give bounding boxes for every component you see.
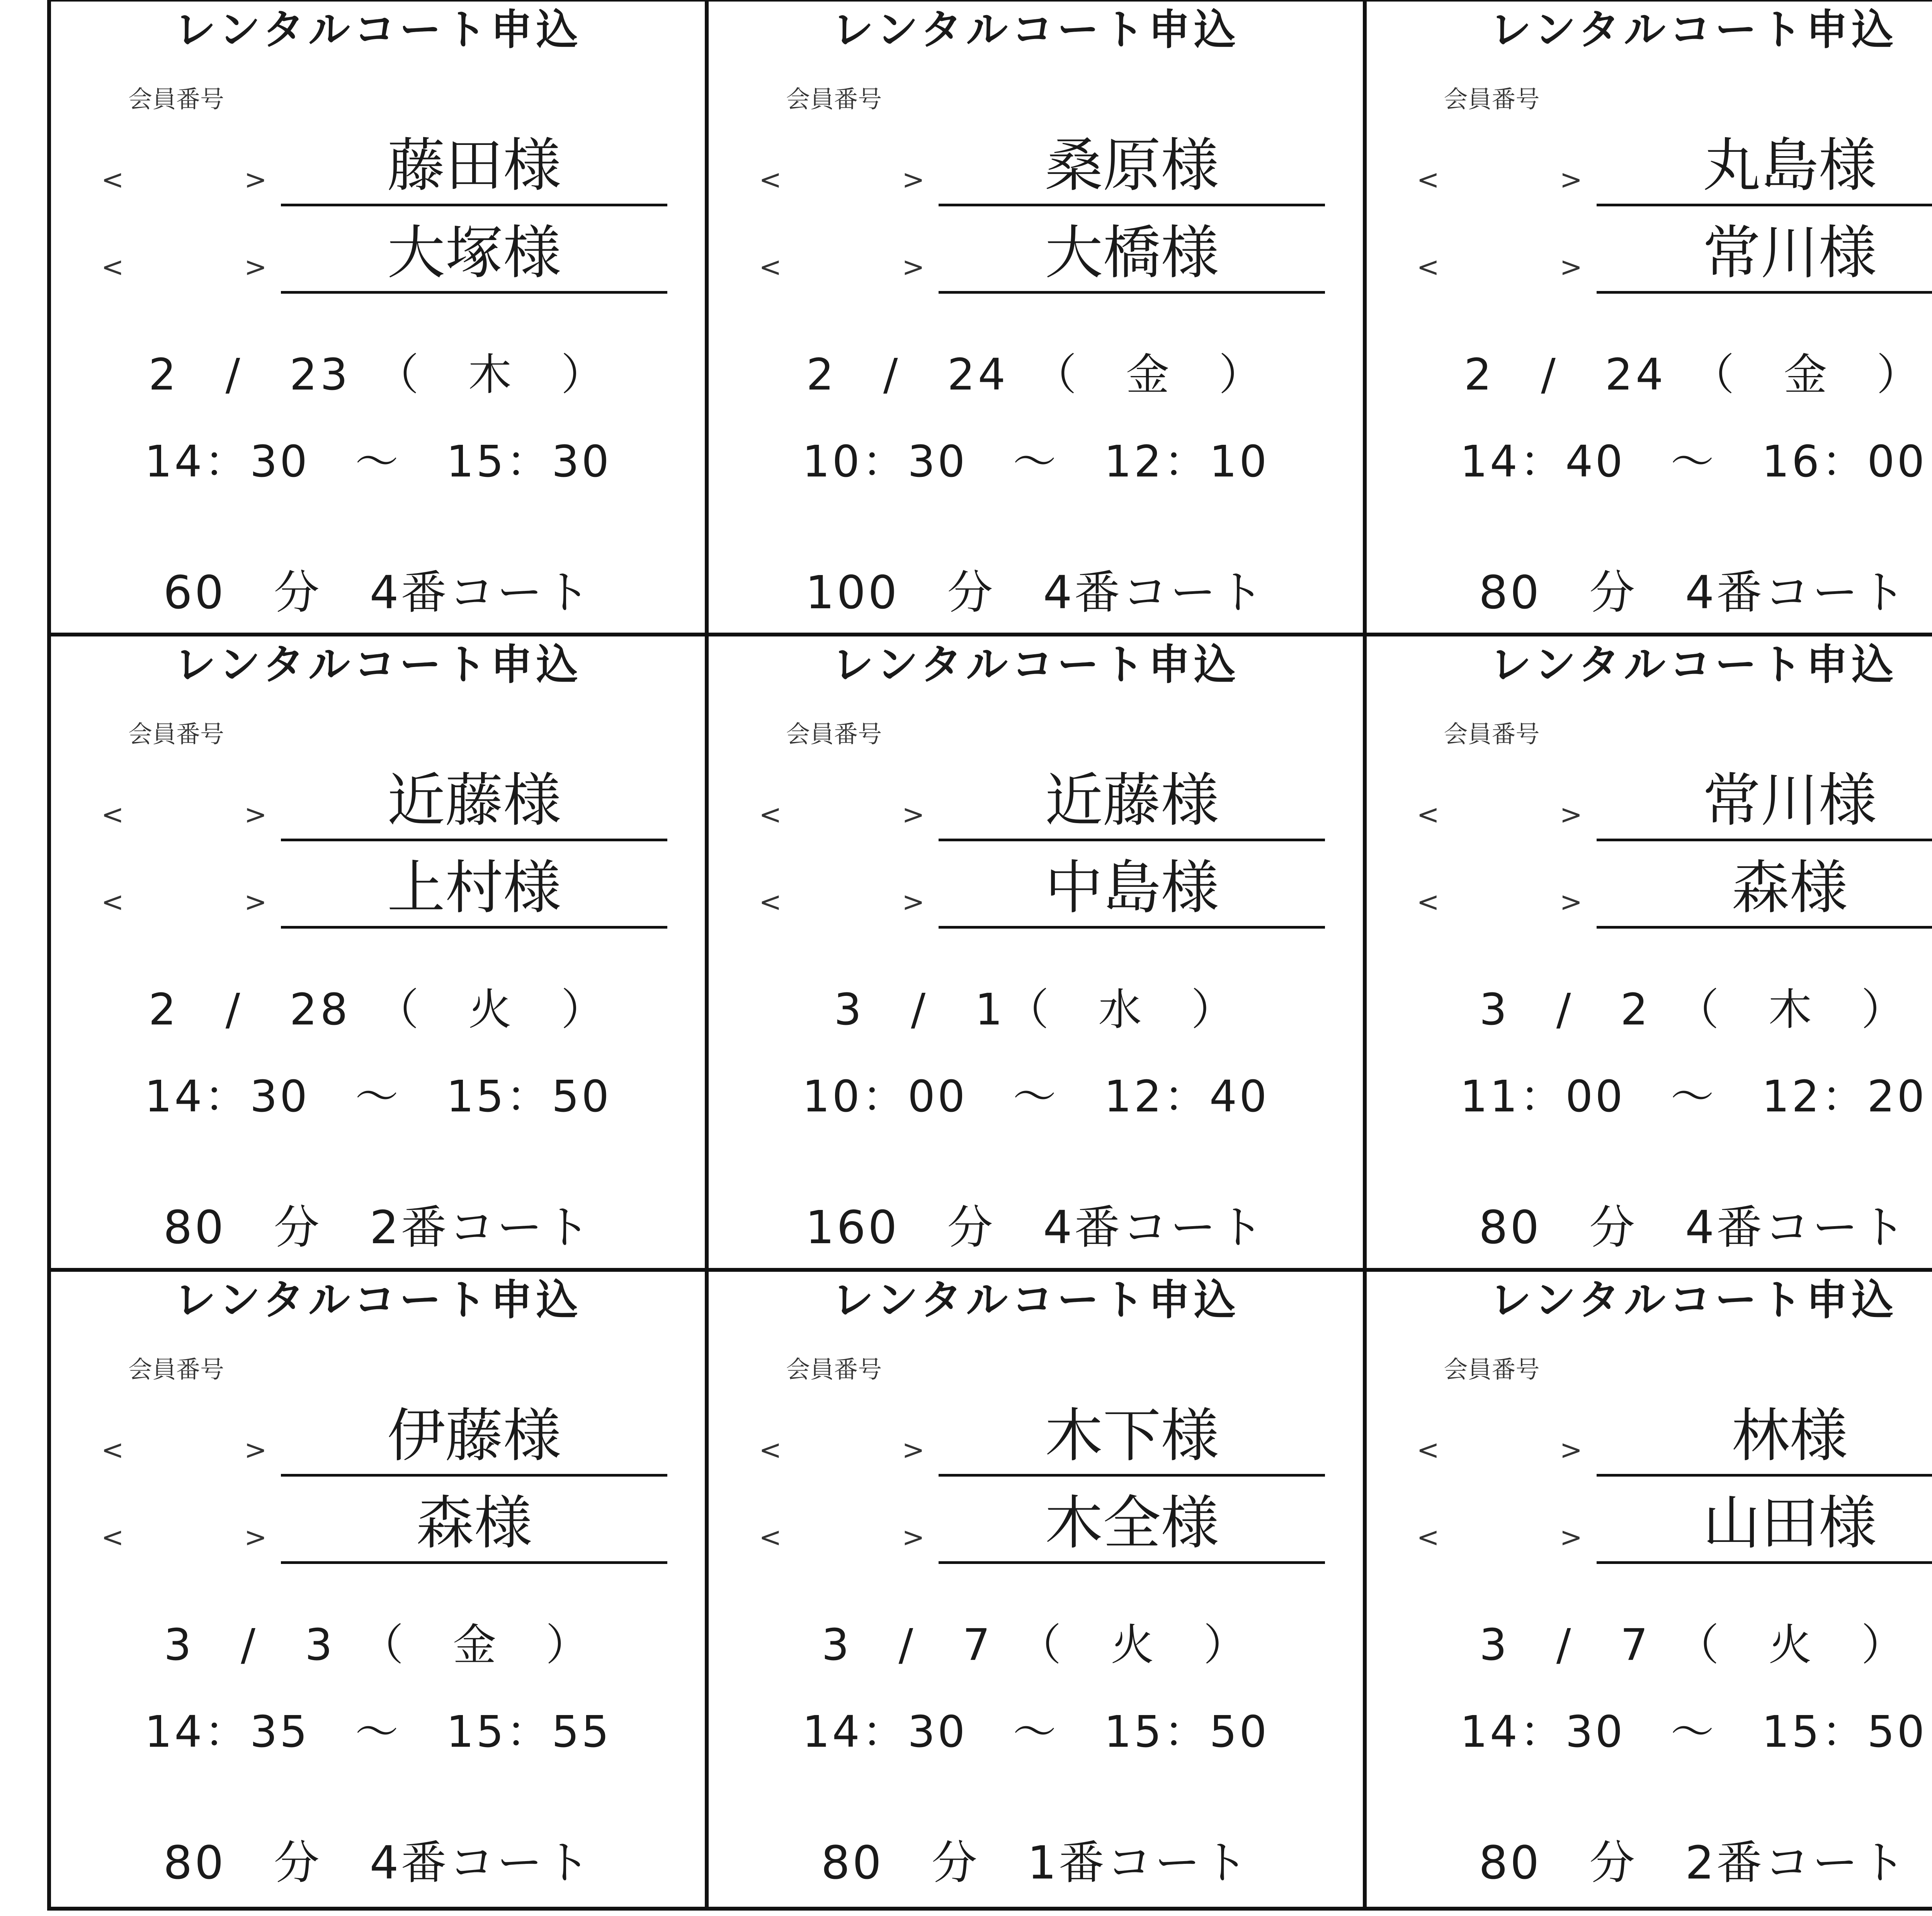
bracket-open: < (1417, 164, 1440, 196)
bracket-close: > (244, 1521, 267, 1553)
card-title: レンタルコート申込 (832, 6, 1240, 54)
rental-application-card (1367, 2, 1932, 636)
reservation-date: 3 / 7 （ 火 ） (821, 1620, 1250, 1670)
bracket-open: < (101, 251, 124, 283)
bracket-close: > (902, 799, 925, 831)
reservation-date: 3 / 2 （ 木 ） (1479, 985, 1908, 1035)
bracket-close: > (1560, 1434, 1583, 1466)
reservation-time: 14：30 ～ 15：30 (145, 437, 612, 487)
reservation-date: 2 / 24 （ 金 ） (1464, 350, 1923, 400)
bracket-close: > (902, 1521, 925, 1553)
reservation-date: 2 / 23 （ 木 ） (148, 350, 607, 400)
member-name-2: 大塚様 (281, 216, 667, 294)
reservation-time: 14：40 ～ 16：00 (1460, 437, 1927, 487)
card-title: レンタルコート申込 (1490, 6, 1898, 54)
reservation-date: 3 / 1（ 水 ） (834, 985, 1238, 1035)
reservation-time: 10：30 ～ 12：10 (802, 437, 1269, 487)
card-title: レンタルコート申込 (174, 1276, 582, 1324)
rental-application-card (709, 2, 1366, 636)
member-entry-1 (51, 129, 705, 210)
bracket-close: > (244, 251, 267, 283)
member-entry-1 (1367, 1399, 1932, 1480)
bracket-open: < (101, 886, 124, 918)
card-title: レンタルコート申込 (832, 1276, 1240, 1324)
member-entry-1 (1367, 129, 1932, 210)
member-entry-1 (709, 129, 1362, 210)
member-number-label: 会員番号 (128, 85, 224, 113)
bracket-open: < (101, 799, 124, 831)
card-title: レンタルコート申込 (1490, 1276, 1898, 1324)
duration-and-court: 100 分 4番コート (805, 566, 1266, 619)
duration-and-court: 80 分 2番コート (163, 1201, 593, 1254)
member-number-label: 会員番号 (1444, 720, 1540, 749)
bracket-open: < (759, 1434, 782, 1466)
reservation-time: 14：30 ～ 15：50 (802, 1707, 1269, 1757)
rental-application-card (709, 636, 1366, 1271)
member-entry-2 (1367, 216, 1932, 298)
bracket-open: < (759, 886, 782, 918)
member-name-1: 近藤様 (281, 764, 667, 841)
reservation-date: 3 / 3 （ 金 ） (164, 1620, 592, 1670)
duration-and-court: 80 分 2番コート (1479, 1836, 1908, 1889)
member-entry-2 (709, 1487, 1362, 1568)
bracket-open: < (1417, 799, 1440, 831)
member-entry-1 (709, 1399, 1362, 1480)
member-number-label: 会員番号 (128, 720, 224, 749)
rental-application-card (51, 636, 709, 1271)
rental-court-form-sheet (47, 0, 1932, 1911)
bracket-open: < (759, 164, 782, 196)
member-number-label: 会員番号 (786, 1355, 882, 1383)
bracket-close: > (244, 1434, 267, 1466)
rental-application-card (51, 1272, 709, 1907)
bracket-close: > (902, 1434, 925, 1466)
bracket-close: > (1560, 799, 1583, 831)
rental-application-card (709, 1272, 1366, 1907)
member-name-1: 木下様 (939, 1399, 1325, 1477)
bracket-close: > (244, 164, 267, 196)
member-name-2: 大橋様 (939, 216, 1325, 294)
reservation-time: 11：00 ～ 12：20 (1460, 1072, 1927, 1122)
reservation-time: 14：30 ～ 15：50 (1460, 1707, 1927, 1757)
rental-application-card (51, 2, 709, 636)
member-name-2: 中島様 (939, 851, 1325, 929)
member-name-1: 常川様 (1597, 764, 1932, 841)
member-name-2: 常川様 (1597, 216, 1932, 294)
duration-and-court: 60 分 4番コート (163, 566, 593, 619)
bracket-close: > (902, 164, 925, 196)
member-name-1: 林様 (1597, 1399, 1932, 1477)
member-number-label: 会員番号 (786, 720, 882, 749)
reservation-time: 14：35 ～ 15：55 (145, 1707, 612, 1757)
rental-application-card (1367, 636, 1932, 1271)
member-number-label: 会員番号 (128, 1355, 224, 1383)
member-name-1: 桑原様 (939, 129, 1325, 206)
member-entry-2 (709, 851, 1362, 932)
card-title: レンタルコート申込 (832, 641, 1240, 689)
member-entry-2 (51, 851, 705, 932)
bracket-open: < (1417, 251, 1440, 283)
bracket-close: > (902, 886, 925, 918)
member-name-1: 藤田様 (281, 129, 667, 206)
card-title: レンタルコート申込 (1490, 641, 1898, 689)
member-name-2: 山田様 (1597, 1487, 1932, 1564)
member-number-label: 会員番号 (1444, 1355, 1540, 1383)
member-entry-2 (1367, 1487, 1932, 1568)
bracket-open: < (759, 1521, 782, 1553)
member-entry-1 (709, 764, 1362, 845)
member-entry-2 (51, 216, 705, 298)
bracket-close: > (1560, 886, 1583, 918)
bracket-close: > (1560, 1521, 1583, 1553)
bracket-close: > (902, 251, 925, 283)
duration-and-court: 160 分 4番コート (805, 1201, 1266, 1254)
bracket-open: < (101, 164, 124, 196)
bracket-open: < (1417, 1434, 1440, 1466)
reservation-time: 14：30 ～ 15：50 (145, 1072, 612, 1122)
bracket-close: > (1560, 164, 1583, 196)
member-number-label: 会員番号 (1444, 85, 1540, 113)
bracket-open: < (759, 799, 782, 831)
bracket-open: < (759, 251, 782, 283)
card-title: レンタルコート申込 (174, 6, 582, 54)
reservation-date: 2 / 28 （ 火 ） (148, 985, 607, 1035)
card-title: レンタルコート申込 (174, 641, 582, 689)
bracket-open: < (1417, 1521, 1440, 1553)
reservation-date: 2 / 24 （ 金 ） (806, 350, 1265, 400)
member-entry-2 (709, 216, 1362, 298)
member-name-1: 伊藤様 (281, 1399, 667, 1477)
duration-and-court: 80 分 1番コート (821, 1836, 1250, 1889)
member-entry-1 (51, 764, 705, 845)
member-name-1: 丸島様 (1597, 129, 1932, 206)
member-name-1: 近藤様 (939, 764, 1325, 841)
duration-and-court: 80 分 4番コート (1479, 566, 1908, 619)
rental-application-card (1367, 1272, 1932, 1907)
member-number-label: 会員番号 (786, 85, 882, 113)
member-name-2: 森様 (1597, 851, 1932, 929)
bracket-close: > (244, 799, 267, 831)
member-entry-1 (1367, 764, 1932, 845)
member-name-2: 上村様 (281, 851, 667, 929)
member-entry-2 (1367, 851, 1932, 932)
bracket-open: < (101, 1521, 124, 1553)
bracket-open: < (1417, 886, 1440, 918)
member-entry-1 (51, 1399, 705, 1480)
member-name-2: 森様 (281, 1487, 667, 1564)
reservation-time: 10：00 ～ 12：40 (802, 1072, 1269, 1122)
member-entry-2 (51, 1487, 705, 1568)
bracket-close: > (244, 886, 267, 918)
member-name-2: 木全様 (939, 1487, 1325, 1564)
reservation-date: 3 / 7 （ 火 ） (1479, 1620, 1908, 1670)
bracket-open: < (101, 1434, 124, 1466)
bracket-close: > (1560, 251, 1583, 283)
duration-and-court: 80 分 4番コート (163, 1836, 593, 1889)
duration-and-court: 80 分 4番コート (1479, 1201, 1908, 1254)
